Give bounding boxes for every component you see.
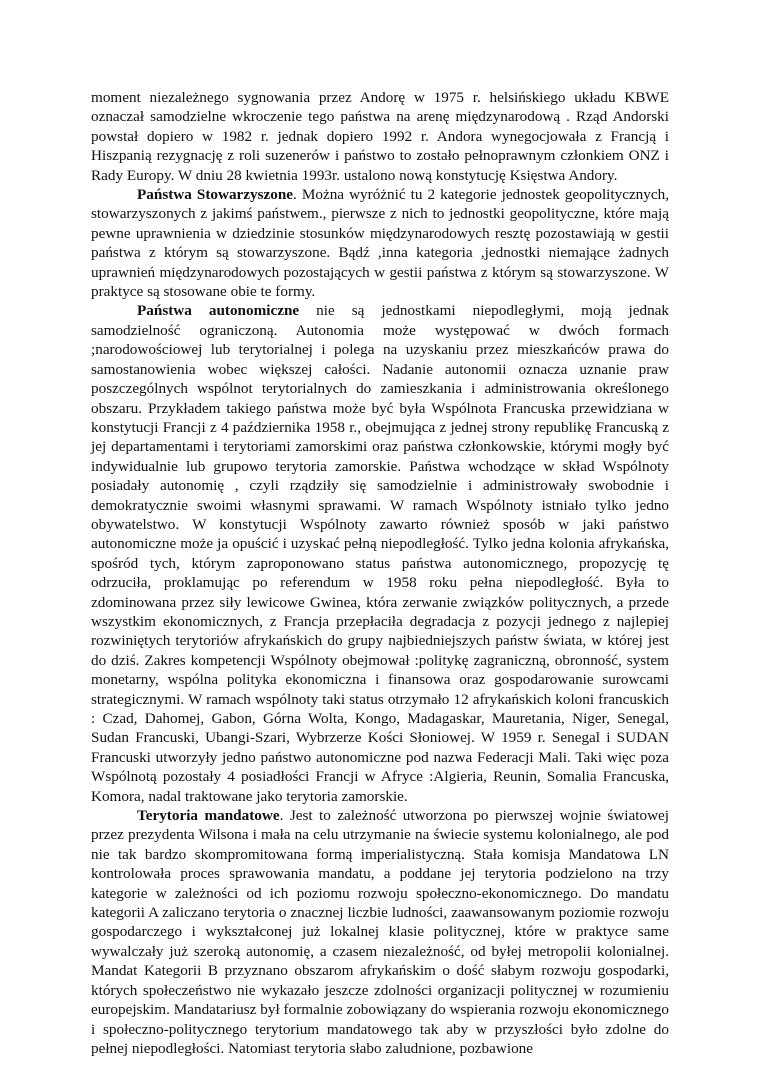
paragraph-text: moment niezależnego sygnowania przez Andorę w 1975 r. helsińskiego układu KBWE oznaczał samodzielne wkroczenie tego państwa na arenę międzynarodową . Rząd Andorski powstał dopiero w 1982 r. jednak dopiero 1992 r. Andora wynegocjowała z Francją i Hiszpanią rezygnację z roli suzenerów i państwo to zostało pełnoprawnym członkiem ONZ i Rady Europy. W dniu 28 kwietnia 1993r. ustalono nową konstytucję Księstwa Andory. [91, 89, 669, 184]
paragraph-autonomous-states [91, 301, 669, 806]
paragraph-mandate-territories [91, 806, 669, 1058]
paragraph-text: . Można wyróżnić tu 2 kategorie jednostek geopolitycznych, stowarzyszonych z jakimś państwem., pierwsze z nich to jednostki geopolityczne, które mają pewne uprawnienia w dziedzinie stosunków międzynarodowych resztę pozostawiają w gestii państwa z którym są stowarzyszone. Bądź ,inna kategoria ,jednostki niemające żadnych uprawnień międzynarodowych pozostających w gestii państwa z którym są stowarzyszone. W praktyce są stosowane obie te formy. [91, 186, 670, 301]
paragraph-text: nie są jednostkami niepodległymi, moją jednak samodzielność ograniczoną. Autonomia może występować w dwóch formach ;narodowościowej lub terytorialnej i polega na uzyskaniu przez mieszkańców prawa do samostanowienia wobec większej całości. Nadanie autonomii oznacza uznanie praw poszczególnych wspólnot terytorialnych do zamieszkania i administrowania określonego obszaru. Przykładem takiego państwa może być była Wspólnota Francuska przewidziana w konstytucji Francji z 4 października 1958 r., obejmująca z jednej strony republikę Francuską z jej departamentami i terytoriami zamorskimi oraz państwa członkowskie, którymi mogły być indywidualnie lub grupowo terytoria zamorskie. Państwa wchodzące w skład Wspólnoty posiadały autonomię , czyli rządziły się samodzielnie i administrowały swobodnie i demokratycznie swoimi własnymi sprawami. W ramach Wspólnoty istniało tylko jedno obywatelstwo. W konstytucji Wspólnoty zawarto również sposób w jaki państwo autonomiczne może ja opuścić i uzyskać pełną niepodległość. Tylko jedna kolonia afrykańska, spośród tych, którym zaproponowano status państwa autonomicznego, propozycję tę odrzuciła, proklamując po referendum w 1958 roku pełna niepodległość. Była to zdominowana przez siły lewicowe Gwinea, która zerwanie związków politycznych, a przede wszystkim ekonomicznych, z Francja przepłaciła degradacja z pozycji jednego z najlepiej rozwiniętych terytoriów afrykańskich do grupy najbiedniejszych państw świata, w której jest do dziś. Zakres kompetencji Wspólnoty obejmował :politykę zagraniczną, obronność, system monetarny, wspólna polityka ekonomiczna i finansowa oraz gospodarowanie surowcami strategicznymi. W ramach wspólnoty taki status otrzymało 12 afrykańskich koloni francuskich : Czad, Dahomej, Gabon, Górna Wolta, Kongo, Madagaskar, Mauretania, Niger, Senegal, Sudan Francuski, Ubangi-Szari, Wybrzerze Kości Słoniowej. W 1959 r. Senegal i SUDAN Francuski utworzyły jedno państwo autonomiczne pod nazwa Federacji Mali. Taki więc poza Wspólnotą pozostały 4 posiadłości Francji w Afryce :Algieria, Reunin, Somalia Francuska, Komora, nadal traktowane jako terytoria zamorskie. [91, 302, 670, 805]
paragraph-text: . Jest to zależność utworzona po pierwszej wojnie światowej przez prezydenta Wilsona i mała na celu utrzymanie na świecie systemu kolonialnego, ale pod nie tak bardzo skompromitowana formą imperialistyczną. Stała komisja Mandatowa LN kontrolowała proces sprawowania mandatu, a poddane jej terytoria podzielono na trzy kategorie w zależności od ich poziomu rozwoju społeczno-ekonomicznego. Do mandatu kategorii A zaliczano terytoria o znacznej liczbie ludności, zaawansowanym poziomie rozwoju gospodarczego i wykształconej już lokalnej klasie politycznej, które w praktyce same wywalczały już szeroką autonomię, a czasem niezależność, od byłej metropolii kolonialnej. Mandat Kategorii B przyznano obszarom afrykańskim o dość słabym rozwoju gospodarki, których społeczeństwo nie wykazało jeszcze zdolności organizacji politycznej w rozumieniu europejskim. Mandatariusz był formalnie zobowiązany do wspierania rozwoju ekonomicznego i społeczno-politycznego terytorium mandatowego tak aby w przyszłości było zdolne do pełnej niepodległości. Natomiast terytoria słabo zaludnione, pozbawione [91, 807, 669, 1057]
paragraph-associated-states [91, 185, 669, 301]
paragraph-andorra [91, 88, 669, 185]
document-page [91, 88, 669, 1058]
section-heading-autonomous-states: Państwa autonomiczne [137, 302, 300, 320]
section-heading-mandate-territories: Terytoria mandatowe [137, 807, 280, 825]
section-heading-associated-states: Państwa Stowarzyszone [137, 186, 294, 204]
